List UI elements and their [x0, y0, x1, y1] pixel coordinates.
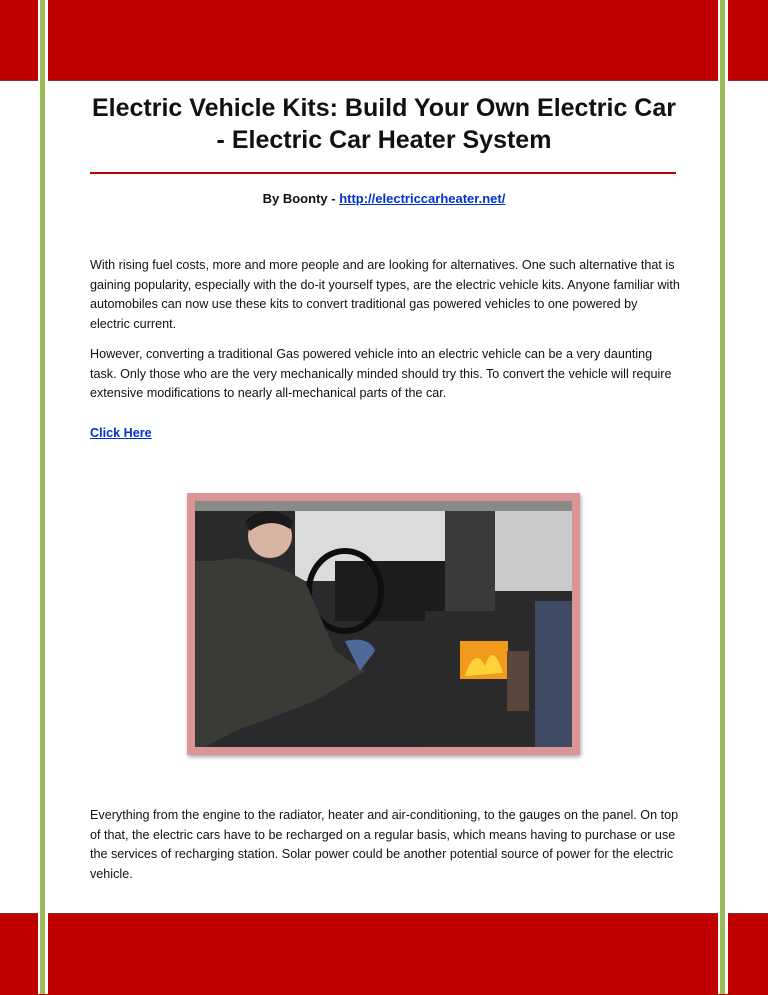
page-title: Electric Vehicle Kits: Build Your Own Electric Car - Electric Car Heater System [92, 94, 676, 154]
paragraph-2: However, converting a traditional Gas powered vehicle into an electric vehicle can be a very daunting task. Only those who are the very mechanically minded should try this. To convert the vehicle will require extensive modifications to nearly all-mechanical parts of the car. [90, 347, 672, 400]
click-here-link[interactable]: Click Here [90, 426, 152, 440]
byline-author: By Boonty - [262, 191, 340, 206]
header-band [0, 0, 768, 81]
click-here-paragraph [90, 424, 680, 444]
car-stove-photo [187, 493, 580, 755]
byline [90, 191, 678, 206]
footer-band [0, 913, 768, 995]
site-link[interactable]: http://electriccarheater.net/ [339, 191, 506, 206]
paragraph-1: With rising fuel costs, more and more people and are looking for alternatives. One such alternative that is gaining popularity, especially with the do-it yourself types, are the electric vehicle kits. Anyone familiar with automobiles can now use these kits to convert traditional gas powered vehicles to one powered by electric current. [90, 258, 680, 331]
right-stripe [718, 0, 728, 994]
paragraph-3: Everything from the engine to the radiator, heater and air-conditioning, to the gauges on the panel. On top of that, the electric cars have to be recharged on a regular basis, which means having to purchase or use the services of recharging station. Solar power could be another potential source of power for the electric vehicle. [90, 808, 679, 881]
title-divider [90, 172, 676, 174]
left-stripe [38, 0, 48, 994]
